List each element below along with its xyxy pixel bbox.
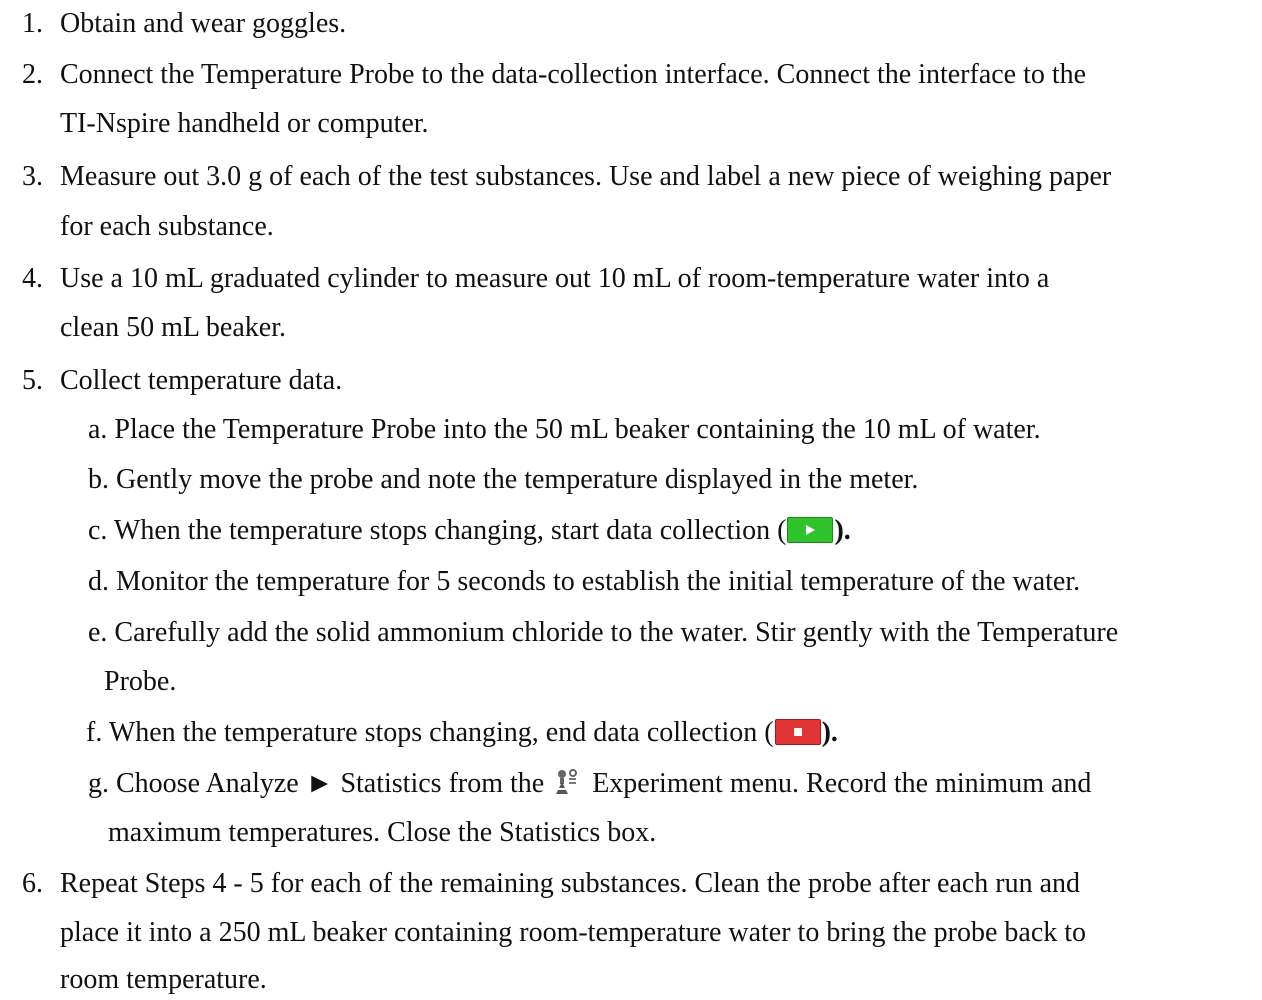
step-number: 2. [22, 59, 43, 90]
substep-f-close: ). [821, 717, 838, 748]
step-number: 5. [22, 365, 43, 396]
substep-c [88, 511, 851, 551]
step-text: Measure out 3.0 g of each of the test substances. Use and label a new piece of weighing paper [60, 161, 1112, 192]
step-number: 4. [22, 263, 43, 294]
step-text: Use a 10 mL graduated cylinder to measure out 10 mL of room-temperature water into a [60, 263, 1050, 294]
step-text: Repeat Steps 4 - 5 for each of the remaining substances. Clean the probe after each run and [60, 868, 1081, 899]
play-triangle-icon [806, 525, 815, 535]
substep-e-continued: Probe. [104, 666, 177, 697]
substep-g-continued: maximum temperatures. Close the Statistics box. [108, 817, 657, 848]
substep-g [88, 764, 1091, 804]
step-6-continued-2: room temperature. [60, 964, 267, 995]
play-button-icon [787, 517, 833, 543]
step-text: Connect the Temperature Probe to the data-collection interface. Connect the interface to the [60, 59, 1087, 90]
substep-e: e. Carefully add the solid ammonium chloride to the water. Stir gently with the Temperature [88, 617, 1119, 648]
substep-g-text-2: Experiment menu. Record the minimum and [592, 768, 1092, 799]
substep-c-text: c. When the temperature stops changing, start data collection ( [88, 515, 787, 546]
step-number: 6. [22, 868, 43, 899]
step-2-continued: TI-Nspire handheld or computer. [60, 108, 429, 139]
step-text: Collect temperature data. [60, 365, 343, 396]
step-text: Obtain and wear goggles. [60, 8, 347, 39]
experiment-menu-icon [553, 768, 579, 796]
step-number: 1. [22, 8, 43, 39]
substep-g-text: g. Choose Analyze ► Statistics from the [88, 768, 545, 799]
substep-d: d. Monitor the temperature for 5 seconds to establish the initial temperature of the water. [88, 566, 1081, 597]
step-number: 3. [22, 161, 43, 192]
substep-a: a. Place the Temperature Probe into the 50 mL beaker containing the 10 mL of water. [88, 414, 1041, 445]
substep-f-text: f. When the temperature stops changing, end data collection ( [86, 717, 774, 748]
substep-b: b. Gently move the probe and note the temperature displayed in the meter. [88, 464, 919, 495]
substep-f [86, 713, 838, 753]
step-4-continued: clean 50 mL beaker. [60, 312, 286, 343]
step-6-continued: place it into a 250 mL beaker containing room-temperature water to bring the probe back to [60, 917, 1087, 948]
stop-square-icon [794, 728, 802, 736]
substep-c-close: ). [834, 515, 851, 546]
step-3-continued: for each substance. [60, 211, 274, 242]
stop-button-icon [775, 719, 821, 745]
